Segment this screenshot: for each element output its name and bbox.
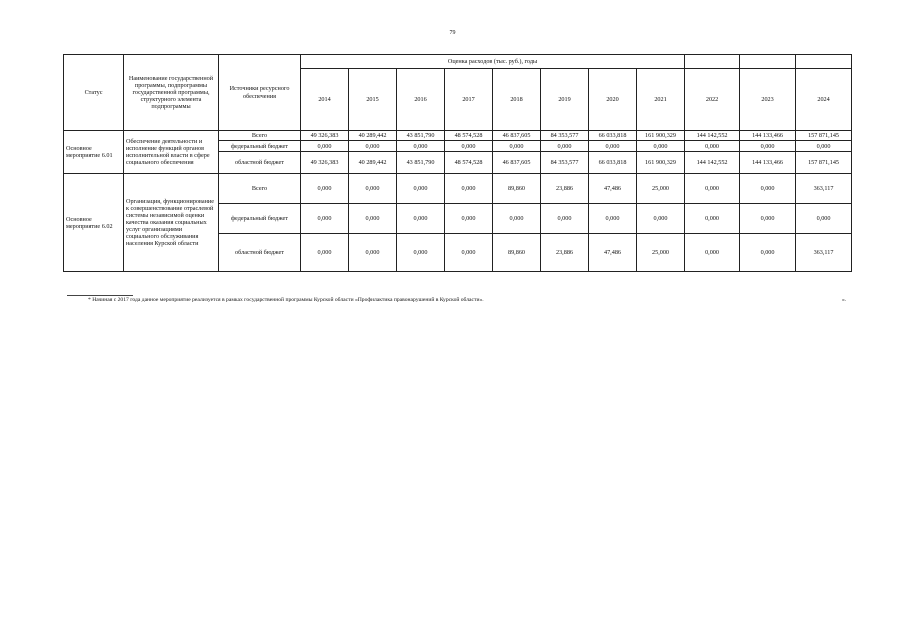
header-estimate: Оценка расходов (тыс. руб.), годы (301, 55, 685, 69)
year-header: 2014 (301, 69, 349, 131)
value-cell: 0,000 (445, 204, 493, 234)
header-blank-cell (796, 55, 852, 69)
value-cell: 0,000 (637, 204, 685, 234)
value-cell: 0,000 (796, 141, 852, 152)
value-cell: 0,000 (445, 174, 493, 204)
value-cell: 0,000 (685, 204, 740, 234)
value-cell: 0,000 (445, 141, 493, 152)
value-cell: 157 871,145 (796, 131, 852, 141)
header-source: Источники ресурсного обеспечения (219, 55, 301, 131)
value-cell: 0,000 (301, 174, 349, 204)
value-cell: 49 326,383 (301, 131, 349, 141)
header-name: Наименование государственной программы, подпрограммы государственной программы, структурного элемента подпрограммы (124, 55, 219, 131)
header-blank-cell (685, 55, 740, 69)
year-header: 2016 (397, 69, 445, 131)
value-cell: 89,860 (493, 174, 541, 204)
value-cell: 49 326,383 (301, 152, 349, 174)
year-header: 2024 (796, 69, 852, 131)
value-cell: 0,000 (637, 141, 685, 152)
header-status: Статус (64, 55, 124, 131)
value-cell: 0,000 (349, 141, 397, 152)
source-cell: федеральный бюджет (219, 204, 301, 234)
value-cell: 0,000 (301, 204, 349, 234)
table-row (64, 174, 852, 204)
value-cell: 144 133,466 (740, 152, 796, 174)
value-cell: 46 837,605 (493, 131, 541, 141)
value-cell: 0,000 (349, 234, 397, 272)
value-cell: 23,886 (541, 174, 589, 204)
source-cell: федеральный бюджет (219, 141, 301, 152)
value-cell: 47,486 (589, 174, 637, 204)
value-cell: 23,886 (541, 234, 589, 272)
value-cell: 0,000 (740, 141, 796, 152)
value-cell: 144 142,552 (685, 152, 740, 174)
year-header: 2021 (637, 69, 685, 131)
value-cell: 43 851,790 (397, 152, 445, 174)
value-cell: 161 900,329 (637, 152, 685, 174)
value-cell: 0,000 (349, 204, 397, 234)
year-header: 2023 (740, 69, 796, 131)
value-cell: 0,000 (685, 234, 740, 272)
value-cell: 66 033,818 (589, 152, 637, 174)
value-cell: 40 289,442 (349, 131, 397, 141)
value-cell: 84 353,577 (541, 152, 589, 174)
value-cell: 363,117 (796, 234, 852, 272)
value-cell: 25,000 (637, 174, 685, 204)
table-row (64, 131, 852, 141)
header-blank-cell (740, 55, 796, 69)
value-cell: 48 574,528 (445, 131, 493, 141)
value-cell: 40 289,442 (349, 152, 397, 174)
value-cell: 144 133,466 (740, 131, 796, 141)
name-cell: Обеспечение деятельности и исполнение функций органов исполнительной власти в сфере социального обеспечения (124, 131, 219, 174)
value-cell: 0,000 (397, 141, 445, 152)
value-cell: 84 353,577 (541, 131, 589, 141)
value-cell: 0,000 (397, 204, 445, 234)
value-cell: 0,000 (301, 141, 349, 152)
value-cell: 0,000 (685, 141, 740, 152)
status-cell: Основное мероприятие 6.02 (64, 174, 124, 272)
value-cell: 157 871,145 (796, 152, 852, 174)
value-cell: 0,000 (740, 234, 796, 272)
value-cell: 66 033,818 (589, 131, 637, 141)
value-cell: 0,000 (541, 141, 589, 152)
year-header: 2015 (349, 69, 397, 131)
value-cell: 0,000 (740, 204, 796, 234)
year-header: 2022 (685, 69, 740, 131)
value-cell: 25,000 (637, 234, 685, 272)
year-header: 2020 (589, 69, 637, 131)
value-cell: 0,000 (740, 174, 796, 204)
page-number: 79 (449, 30, 456, 36)
value-cell: 46 837,605 (493, 152, 541, 174)
value-cell: 0,000 (796, 204, 852, 234)
value-cell: 0,000 (397, 234, 445, 272)
source-cell: Всего (219, 131, 301, 141)
source-cell: областной бюджет (219, 234, 301, 272)
value-cell: 47,486 (589, 234, 637, 272)
value-cell: 144 142,552 (685, 131, 740, 141)
year-header: 2018 (493, 69, 541, 131)
value-cell: 0,000 (493, 141, 541, 152)
value-cell: 48 574,528 (445, 152, 493, 174)
value-cell: 161 900,329 (637, 131, 685, 141)
value-cell: 0,000 (397, 174, 445, 204)
footnote-closing-quote: ». (842, 297, 847, 303)
status-cell: Основное мероприятие 6.01 (64, 131, 124, 174)
value-cell: 0,000 (589, 141, 637, 152)
value-cell: 0,000 (541, 204, 589, 234)
value-cell: 0,000 (589, 204, 637, 234)
source-cell: Всего (219, 174, 301, 204)
footnote-divider (67, 295, 133, 296)
value-cell: 43 851,790 (397, 131, 445, 141)
value-cell: 89,860 (493, 234, 541, 272)
source-cell: областной бюджет (219, 152, 301, 174)
year-header: 2017 (445, 69, 493, 131)
value-cell: 0,000 (445, 234, 493, 272)
value-cell: 0,000 (685, 174, 740, 204)
value-cell: 0,000 (301, 234, 349, 272)
name-cell: Организация, функционирование к совершенствование отраслевой системы независимой оценки качества оказания социальных услуг организациями социального обслуживания населения Курской области (124, 174, 219, 272)
value-cell: 0,000 (493, 204, 541, 234)
budget-table (63, 54, 852, 272)
value-cell: 363,117 (796, 174, 852, 204)
value-cell: 0,000 (349, 174, 397, 204)
year-header: 2019 (541, 69, 589, 131)
footnote-text: * Начиная с 2017 года данное мероприятие реализуется в рамках государственной программы Курской области «Профилактика правонарушений в Курской области». (88, 297, 484, 303)
